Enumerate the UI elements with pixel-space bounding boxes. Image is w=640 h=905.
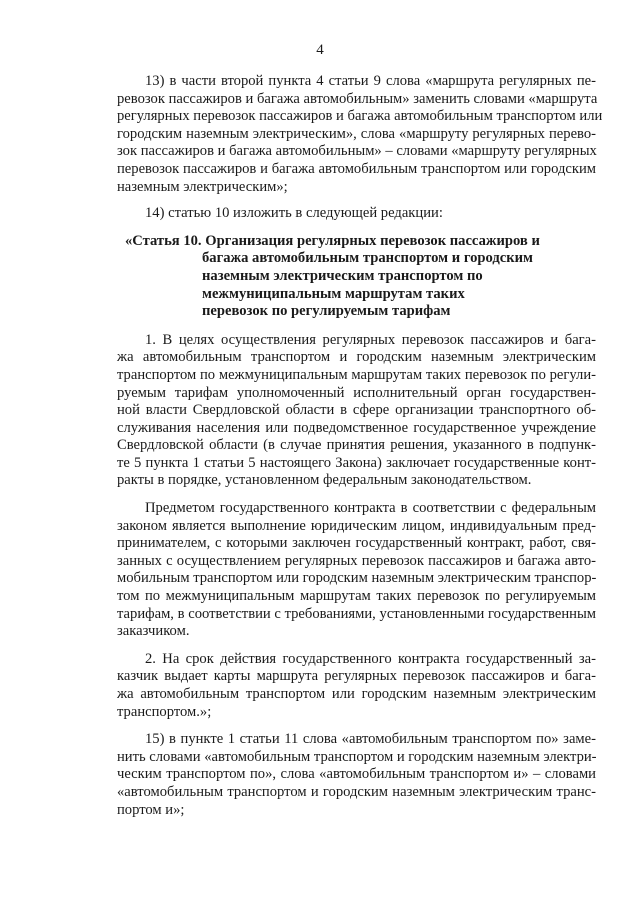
text-line: жа автомобильным транспортом или городским наземным электрическим [117,686,596,702]
article-paragraph-1 [117,332,596,490]
text-line: Предметом государственного контракта в соответствии с федеральным [145,500,596,517]
article-heading-line: перевозок по регулируемым тарифам [202,303,451,320]
text-line: 14) статью 10 изложить в следующей редакции: [145,205,443,222]
paragraph-item-14 [117,205,596,223]
article-paragraph-2 [117,651,596,721]
text-line: «автомобильным транспортом и городским наземным электрическим транс- [117,783,596,800]
article-heading-line: наземным электрическим транспортом по [202,267,483,284]
text-line: перевозок пассажиров и багажа автомобильным транспортом или городским [117,160,596,177]
text-line: руемым тарифам уполномоченный исполнительный орган государствен- [117,384,596,401]
text-line: ревозок пассажиров и багажа автомобильным» заменить словами «маршрута [117,90,598,107]
text-line: 1. В целях осуществления регулярных перевозок пассажиров и бага- [145,331,596,348]
text-line: наземным электрическим»; [117,178,288,195]
article-heading-line: багажа автомобильным транспортом и городским [202,250,533,267]
text-line: ной власти Свердловской области в сфере организации транспортного об- [117,402,596,419]
text-line: транспортом.»; [117,703,212,720]
text-line: жа автомобильным транспортом и городским наземным электрическим [117,349,596,366]
text-line: Свердловской области (в случае принятия решения, указанного в подпунк- [117,437,596,454]
text-line: зок пассажиров и багажа автомобильным» – словами «маршруту регулярных [117,143,597,160]
text-line: 2. На срок действия государственного контракта государственный за- [145,650,596,667]
text-line: заказчиком. [117,623,190,640]
text-line: нить словами «автомобильным транспортом и городским наземным электри- [117,748,597,765]
article-paragraph-subject [117,500,596,641]
text-line: транспортом по межмуниципальным маршрутам таких перевозок по регули- [117,366,596,383]
text-line: те 5 пункта 1 статьи 5 настоящего Закона) заключает государственные конт- [117,454,596,471]
article-heading-line: «Статья 10. Организация регулярных перевозок пассажиров и [125,232,540,249]
text-line: 15) в пункте 1 статьи 11 слова «автомобильным транспортом по» заме- [145,731,596,748]
page-number: 4 [316,42,324,58]
document-body [117,73,603,829]
text-line: казчик выдает карты маршрута регулярных перевозок пассажиров и бага- [117,668,596,685]
text-line: тарифам, в соответствии с требованиями, установленными государственным [117,605,596,622]
article-heading-line: межмуниципальным маршрутам таких [202,285,465,302]
text-line: мобильным транспортом или городским наземным электрическим транспор- [117,570,597,587]
text-line: принимателем, с которыми заключен государственный контракт, работ, свя- [117,535,596,552]
text-line: том по межмуниципальным маршрутам таких перевозок по регулируемым [117,588,596,605]
text-line: законом является выполнение юридическим лицом, индивидуальным пред- [117,517,596,534]
text-line: занных с осуществлением регулярных перевозок пассажиров и багажа авто- [117,552,596,569]
text-line: 13) в части второй пункта 4 статьи 9 слова «маршрута регулярных пе- [145,73,596,89]
text-line: портом и»; [117,801,185,818]
text-line: служивания населения или подведомственное государственное учреждение [117,419,596,436]
text-line: городским наземным электрическим», слова «маршруту регулярных перево- [117,125,596,142]
paragraph-item-13 [117,73,603,196]
text-line: ческим транспортом по», слова «автомобильным транспортом и» – словами [117,766,596,783]
text-line: ракты в порядке, установленном федеральным законодательством. [117,472,532,489]
article-heading [117,233,596,321]
text-line: регулярных перевозок пассажиров и багажа автомобильным транспортом или [117,108,603,125]
paragraph-item-15 [117,731,596,819]
